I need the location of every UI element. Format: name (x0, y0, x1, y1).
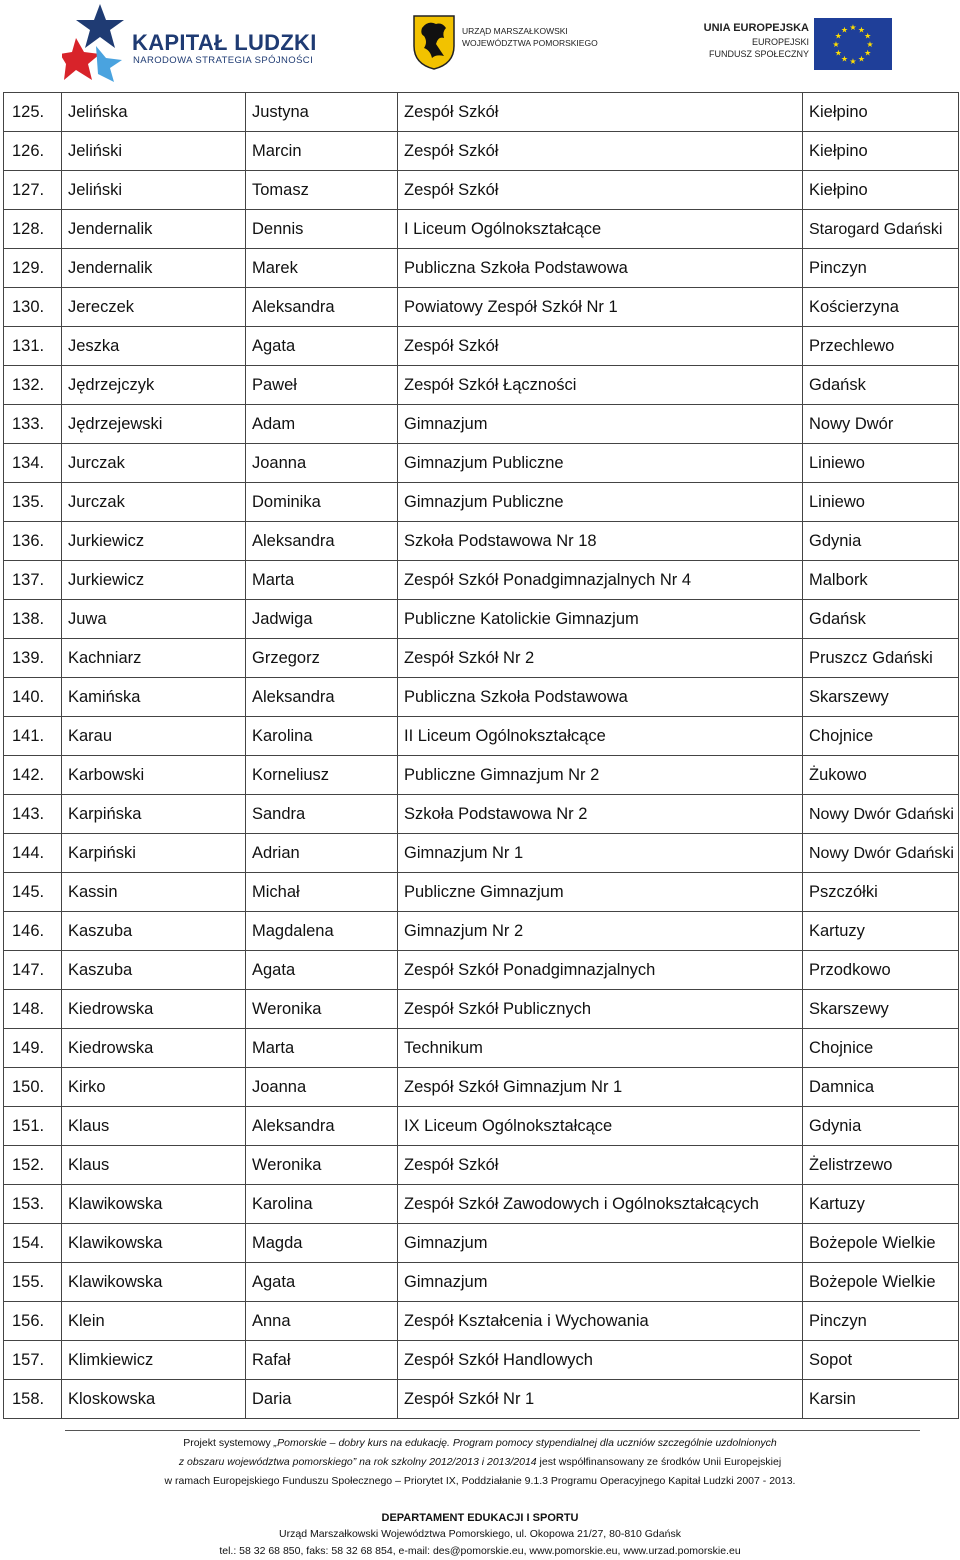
urzad-marszalkowski-logo (412, 14, 602, 74)
town-cell: Gdańsk (803, 366, 959, 405)
eu-star-icon: ★ (857, 25, 866, 35)
eu-star-icon: ★ (864, 48, 872, 58)
town-cell: Kartuzy (803, 912, 959, 951)
first-name-cell: Paweł (246, 366, 398, 405)
footer-divider (65, 1430, 920, 1431)
school-cell: Zespół Szkół Nr 1 (398, 1380, 803, 1419)
row-number: 139. (4, 639, 62, 678)
footer-project-prefix: Projekt systemowy (183, 1437, 274, 1449)
surname-cell: Jędrzejczyk (62, 366, 246, 405)
row-number: 152. (4, 1146, 62, 1185)
table-row (4, 483, 959, 522)
school-cell: Zespół Szkół Handlowych (398, 1341, 803, 1380)
school-cell: Gimnazjum (398, 405, 803, 444)
first-name-cell: Dennis (246, 210, 398, 249)
eu-star-icon: ★ (832, 40, 840, 49)
table-row (4, 1029, 959, 1068)
table-row (4, 210, 959, 249)
surname-cell: Klawikowska (62, 1185, 246, 1224)
eu-star-icon: ★ (834, 31, 842, 41)
school-cell: Zespół Szkół Nr 2 (398, 639, 803, 678)
table-row (4, 444, 959, 483)
row-number: 135. (4, 483, 62, 522)
surname-cell: Jurczak (62, 483, 246, 522)
table-row (4, 405, 959, 444)
table-row (4, 717, 959, 756)
first-name-cell: Joanna (246, 444, 398, 483)
row-number: 150. (4, 1068, 62, 1107)
table-row (4, 600, 959, 639)
first-name-cell: Magda (246, 1224, 398, 1263)
footer-contact: tel.: 58 32 68 850, faks: 58 32 68 854, e-mail: des@pomorskie.eu, www.pomorskie.eu, www.urzad.pomorskie.eu (219, 1545, 741, 1557)
table-row (4, 912, 959, 951)
first-name-cell: Rafał (246, 1341, 398, 1380)
row-number: 126. (4, 132, 62, 171)
row-number: 131. (4, 327, 62, 366)
first-name-cell: Magdalena (246, 912, 398, 951)
town-cell: Przodkowo (803, 951, 959, 990)
surname-cell: Kirko (62, 1068, 246, 1107)
surname-cell: Kamińska (62, 678, 246, 717)
row-number: 146. (4, 912, 62, 951)
surname-cell: Klimkiewicz (62, 1341, 246, 1380)
row-number: 134. (4, 444, 62, 483)
eu-line-3: FUNDUSZ SPOŁECZNY (708, 49, 809, 59)
first-name-cell: Michał (246, 873, 398, 912)
table-row (4, 1146, 959, 1185)
surname-cell: Kassin (62, 873, 246, 912)
footer-address: Urząd Marszałkowski Województwa Pomorskiego, ul. Okopowa 21/27, 80-810 Gdańsk (279, 1528, 681, 1540)
school-cell: Publiczne Gimnazjum Nr 2 (398, 756, 803, 795)
table-row (4, 171, 959, 210)
first-name-cell: Aleksandra (246, 678, 398, 717)
footer-project-title: „Pomorskie – dobry kurs na edukację. Program pomocy stypendialnej dla uczniów szczególnie uzdolnionych (273, 1437, 777, 1449)
town-cell: Kartuzy (803, 1185, 959, 1224)
town-cell: Nowy Dwór (803, 405, 959, 444)
town-cell: Pinczyn (803, 249, 959, 288)
town-cell: Malbork (803, 561, 959, 600)
kapital-ludzki-logo (62, 2, 317, 82)
surname-cell: Kloskowska (62, 1380, 246, 1419)
school-cell: Zespół Szkół (398, 132, 803, 171)
eu-star-icon: ★ (857, 54, 866, 64)
first-name-cell: Justyna (246, 93, 398, 132)
first-name-cell: Anna (246, 1302, 398, 1341)
school-cell: Zespół Szkół Łączności (398, 366, 803, 405)
table-row (4, 1068, 959, 1107)
surname-cell: Jereczek (62, 288, 246, 327)
row-number: 133. (4, 405, 62, 444)
school-cell: Zespół Szkół Gimnazjum Nr 1 (398, 1068, 803, 1107)
school-cell: Gimnazjum (398, 1263, 803, 1302)
row-number: 128. (4, 210, 62, 249)
table-row (4, 639, 959, 678)
table-row (4, 366, 959, 405)
surname-cell: Kiedrowska (62, 990, 246, 1029)
first-name-cell: Grzegorz (246, 639, 398, 678)
urzad-line-1: URZĄD MARSZAŁKOWSKI (462, 26, 568, 36)
first-name-cell: Weronika (246, 1146, 398, 1185)
footer-department: DEPARTAMENT EDUKACJI I SPORTU (381, 1512, 579, 1524)
surname-cell: Kiedrowska (62, 1029, 246, 1068)
row-number: 132. (4, 366, 62, 405)
table-row (4, 327, 959, 366)
first-name-cell: Aleksandra (246, 1107, 398, 1146)
first-name-cell: Tomasz (246, 171, 398, 210)
first-name-cell: Adam (246, 405, 398, 444)
row-number: 144. (4, 834, 62, 873)
school-cell: IX Liceum Ogólnokształcące (398, 1107, 803, 1146)
table-row (4, 795, 959, 834)
row-number: 130. (4, 288, 62, 327)
town-cell: Kiełpino (803, 171, 959, 210)
first-name-cell: Marta (246, 561, 398, 600)
row-number: 145. (4, 873, 62, 912)
town-cell: Nowy Dwór Gdański (803, 834, 959, 873)
table-row (4, 678, 959, 717)
table-row (4, 249, 959, 288)
first-name-cell: Marcin (246, 132, 398, 171)
school-cell: Publiczna Szkoła Podstawowa (398, 249, 803, 288)
surname-cell: Jelińska (62, 93, 246, 132)
surname-cell: Kaszuba (62, 951, 246, 990)
table-row (4, 834, 959, 873)
surname-cell: Jurczak (62, 444, 246, 483)
page-header (0, 0, 960, 92)
surname-cell: Klaus (62, 1146, 246, 1185)
school-cell: Zespół Szkół Zawodowych i Ogólnokształcących (398, 1185, 803, 1224)
school-cell: Gimnazjum (398, 1224, 803, 1263)
surname-cell: Jeliński (62, 132, 246, 171)
table-row (4, 1380, 959, 1419)
first-name-cell: Marek (246, 249, 398, 288)
town-cell: Sopot (803, 1341, 959, 1380)
school-cell: Zespół Szkół (398, 1146, 803, 1185)
pomorskie-coat-of-arms-icon (412, 14, 456, 70)
eu-star-icon: ★ (864, 31, 872, 41)
row-number: 127. (4, 171, 62, 210)
surname-cell: Karpiński (62, 834, 246, 873)
table-row (4, 873, 959, 912)
surname-cell: Juwa (62, 600, 246, 639)
first-name-cell: Korneliusz (246, 756, 398, 795)
surname-cell: Jurkiewicz (62, 561, 246, 600)
row-number: 155. (4, 1263, 62, 1302)
row-number: 140. (4, 678, 62, 717)
school-cell: Zespół Szkół (398, 171, 803, 210)
first-name-cell: Sandra (246, 795, 398, 834)
eu-logo (702, 18, 902, 72)
eu-flag-icon (814, 18, 892, 70)
school-cell: Gimnazjum Nr 1 (398, 834, 803, 873)
school-cell: Szkoła Podstawowa Nr 18 (398, 522, 803, 561)
first-name-cell: Dominika (246, 483, 398, 522)
town-cell: Liniewo (803, 483, 959, 522)
row-number: 138. (4, 600, 62, 639)
town-cell: Pinczyn (803, 1302, 959, 1341)
row-number: 142. (4, 756, 62, 795)
school-cell: Gimnazjum Nr 2 (398, 912, 803, 951)
town-cell: Karsin (803, 1380, 959, 1419)
town-cell: Damnica (803, 1068, 959, 1107)
kapital-ludzki-subtitle: NARODOWA STRATEGIA SPÓJNOŚCI (133, 55, 314, 66)
row-number: 158. (4, 1380, 62, 1419)
first-name-cell: Adrian (246, 834, 398, 873)
eu-star-icon: ★ (840, 25, 849, 35)
town-cell: Pszczółki (803, 873, 959, 912)
surname-cell: Karau (62, 717, 246, 756)
school-cell: Technikum (398, 1029, 803, 1068)
town-cell: Bożepole Wielkie (803, 1263, 959, 1302)
school-cell: Publiczna Szkoła Podstawowa (398, 678, 803, 717)
school-cell: II Liceum Ogólnokształcące (398, 717, 803, 756)
row-number: 147. (4, 951, 62, 990)
table-row (4, 561, 959, 600)
row-number: 137. (4, 561, 62, 600)
school-cell: Zespół Szkół (398, 327, 803, 366)
surname-cell: Jeszka (62, 327, 246, 366)
surname-cell: Jendernalik (62, 210, 246, 249)
surname-cell: Klawikowska (62, 1263, 246, 1302)
surname-cell: Kaszuba (62, 912, 246, 951)
surname-cell: Kachniarz (62, 639, 246, 678)
table-row (4, 1185, 959, 1224)
first-name-cell: Karolina (246, 1185, 398, 1224)
table-row (4, 1302, 959, 1341)
town-cell: Gdynia (803, 522, 959, 561)
surname-cell: Jędrzejewski (62, 405, 246, 444)
table-row (4, 990, 959, 1029)
eu-star-icon: ★ (866, 40, 874, 49)
table-row (4, 1224, 959, 1263)
school-cell: Gimnazjum Publiczne (398, 444, 803, 483)
first-name-cell: Karolina (246, 717, 398, 756)
first-name-cell: Aleksandra (246, 522, 398, 561)
surname-cell: Jeliński (62, 171, 246, 210)
town-cell: Kiełpino (803, 93, 959, 132)
school-cell: Zespół Szkół Ponadgimnazjalnych (398, 951, 803, 990)
school-cell: I Liceum Ogólnokształcące (398, 210, 803, 249)
town-cell: Gdynia (803, 1107, 959, 1146)
surname-cell: Klaus (62, 1107, 246, 1146)
town-cell: Skarszewy (803, 678, 959, 717)
town-cell: Kościerzyna (803, 288, 959, 327)
table-row (4, 288, 959, 327)
town-cell: Chojnice (803, 1029, 959, 1068)
first-name-cell: Aleksandra (246, 288, 398, 327)
row-number: 129. (4, 249, 62, 288)
table-row (4, 132, 959, 171)
school-cell: Zespół Szkół Publicznych (398, 990, 803, 1029)
town-cell: Chojnice (803, 717, 959, 756)
first-name-cell: Daria (246, 1380, 398, 1419)
town-cell: Starogard Gdański (803, 210, 959, 249)
surname-cell: Karbowski (62, 756, 246, 795)
town-cell: Bożepole Wielkie (803, 1224, 959, 1263)
eu-line-1: UNIA EUROPEJSKA (703, 22, 809, 34)
row-number: 153. (4, 1185, 62, 1224)
first-name-cell: Joanna (246, 1068, 398, 1107)
school-cell: Zespół Kształcenia i Wychowania (398, 1302, 803, 1341)
table-row (4, 1263, 959, 1302)
school-cell: Gimnazjum Publiczne (398, 483, 803, 522)
footer-project-title-cont: z obszaru województwa pomorskiego” na rok szkolny 2012/2013 i 2013/2014 (178, 1456, 537, 1468)
town-cell: Przechlewo (803, 327, 959, 366)
row-number: 154. (4, 1224, 62, 1263)
first-name-cell: Agata (246, 1263, 398, 1302)
table-row (4, 1107, 959, 1146)
footer-funding-note: jest współfinansowany ze środków Unii Europejskiej (536, 1456, 782, 1468)
town-cell: Skarszewy (803, 990, 959, 1029)
school-cell: Szkoła Podstawowa Nr 2 (398, 795, 803, 834)
row-number: 125. (4, 93, 62, 132)
table-row (4, 522, 959, 561)
town-cell: Nowy Dwór Gdański (803, 795, 959, 834)
first-name-cell: Jadwiga (246, 600, 398, 639)
row-number: 143. (4, 795, 62, 834)
surname-cell: Klein (62, 1302, 246, 1341)
town-cell: Kiełpino (803, 132, 959, 171)
school-cell: Powiatowy Zespół Szkół Nr 1 (398, 288, 803, 327)
eu-star-icon: ★ (840, 54, 849, 64)
first-name-cell: Marta (246, 1029, 398, 1068)
table-row (4, 951, 959, 990)
school-cell: Zespół Szkół (398, 93, 803, 132)
eu-star-icon: ★ (849, 23, 857, 32)
row-number: 151. (4, 1107, 62, 1146)
footer-project-line-2 (0, 1456, 960, 1468)
kapital-ludzki-title: KAPITAŁ LUDZKI (132, 30, 317, 55)
school-cell: Zespół Szkół Ponadgimnazjalnych Nr 4 (398, 561, 803, 600)
first-name-cell: Agata (246, 327, 398, 366)
town-cell: Liniewo (803, 444, 959, 483)
table-row (4, 756, 959, 795)
row-number: 149. (4, 1029, 62, 1068)
scholarship-list-table (3, 92, 959, 1419)
row-number: 157. (4, 1341, 62, 1380)
first-name-cell: Agata (246, 951, 398, 990)
kapital-ludzki-emblem-icon (62, 2, 128, 82)
town-cell: Żelistrzewo (803, 1146, 959, 1185)
town-cell: Żukowo (803, 756, 959, 795)
footer-project-line-1 (0, 1437, 960, 1449)
row-number: 148. (4, 990, 62, 1029)
town-cell: Pruszcz Gdański (803, 639, 959, 678)
surname-cell: Karpińska (62, 795, 246, 834)
surname-cell: Jurkiewicz (62, 522, 246, 561)
first-name-cell: Weronika (246, 990, 398, 1029)
eu-star-icon: ★ (834, 48, 842, 58)
eu-line-2: EUROPEJSKI (751, 37, 809, 47)
town-cell: Gdańsk (803, 600, 959, 639)
table-row (4, 1341, 959, 1380)
surname-cell: Klawikowska (62, 1224, 246, 1263)
row-number: 136. (4, 522, 62, 561)
row-number: 141. (4, 717, 62, 756)
surname-cell: Jendernalik (62, 249, 246, 288)
table-row (4, 93, 959, 132)
school-cell: Publiczne Gimnazjum (398, 873, 803, 912)
school-cell: Publiczne Katolickie Gimnazjum (398, 600, 803, 639)
footer-project-line-3: w ramach Europejskiego Funduszu Społecznego – Priorytet IX, Poddziałanie 9.1.3 Programu Operacyjnego Kapitał Ludzki 2007 - 2013. (164, 1475, 796, 1487)
row-number: 156. (4, 1302, 62, 1341)
urzad-line-2: WOJEWÓDZTWA POMORSKIEGO (462, 38, 598, 48)
eu-star-icon: ★ (849, 57, 857, 66)
